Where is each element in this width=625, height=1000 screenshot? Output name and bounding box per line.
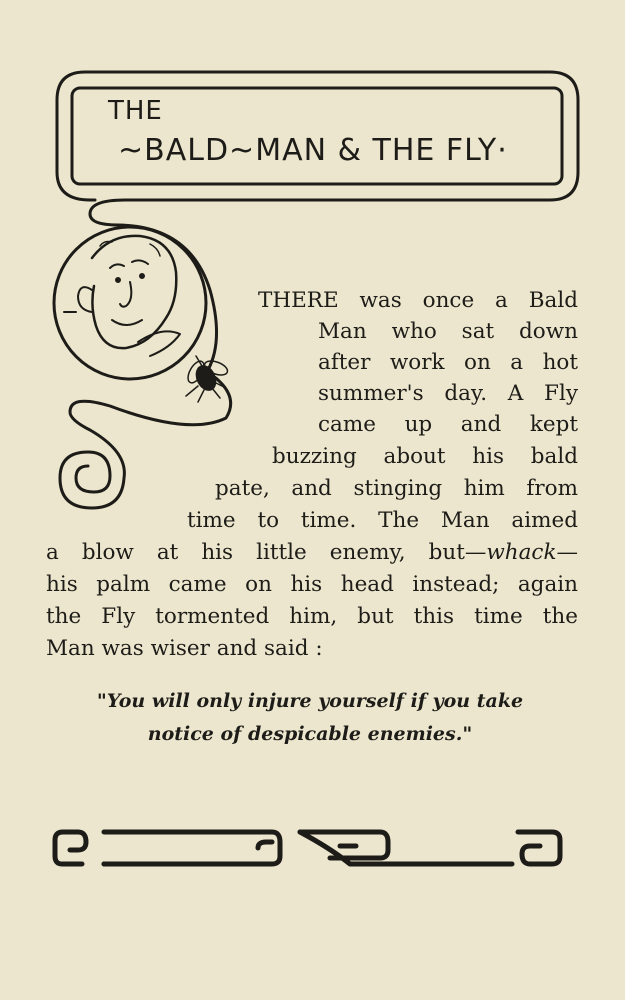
story-line-8: time to time. The Man aimed: [187, 508, 578, 533]
story-line-9-after: —: [556, 540, 578, 565]
bottom-curl-flourish: [60, 375, 231, 508]
story-line-7: pate, and stinging him from: [215, 476, 578, 501]
story-line-10: his palm came on his head instead; again: [46, 572, 578, 597]
bottom-border-ornament: [55, 832, 560, 864]
story-line-9-before: a blow at his little enemy, but—: [46, 540, 487, 565]
moral-line-2: notice of despicable enemies.": [147, 723, 473, 745]
story-line-1-rest: was once a Bald: [338, 288, 578, 313]
story-line-4: summer's day. A Fly: [318, 381, 578, 406]
story-line-1: [258, 285, 578, 316]
drop-word: THERE: [258, 288, 339, 313]
story-line-5: came up and kept: [318, 412, 578, 437]
story-line-2: Man who sat down: [318, 319, 578, 344]
story-line-11: the Fly tormented him, but this time the: [46, 604, 578, 629]
story-line-12: Man was wiser and said :: [46, 636, 323, 661]
story-line-3: after work on a hot: [318, 350, 578, 375]
story-line-9: [46, 537, 578, 568]
page-title: ~BALD~MAN & THE FLY·: [118, 133, 508, 168]
story-line-6: buzzing about his bald: [272, 444, 578, 469]
title-line-the: THE: [108, 96, 163, 126]
fly-icon: [185, 354, 230, 402]
moral-line-1: "You will only injure yourself if you take: [96, 690, 524, 712]
bald-man-portrait-icon: [54, 227, 206, 379]
story-line-9-emphasis: whack: [486, 540, 557, 565]
